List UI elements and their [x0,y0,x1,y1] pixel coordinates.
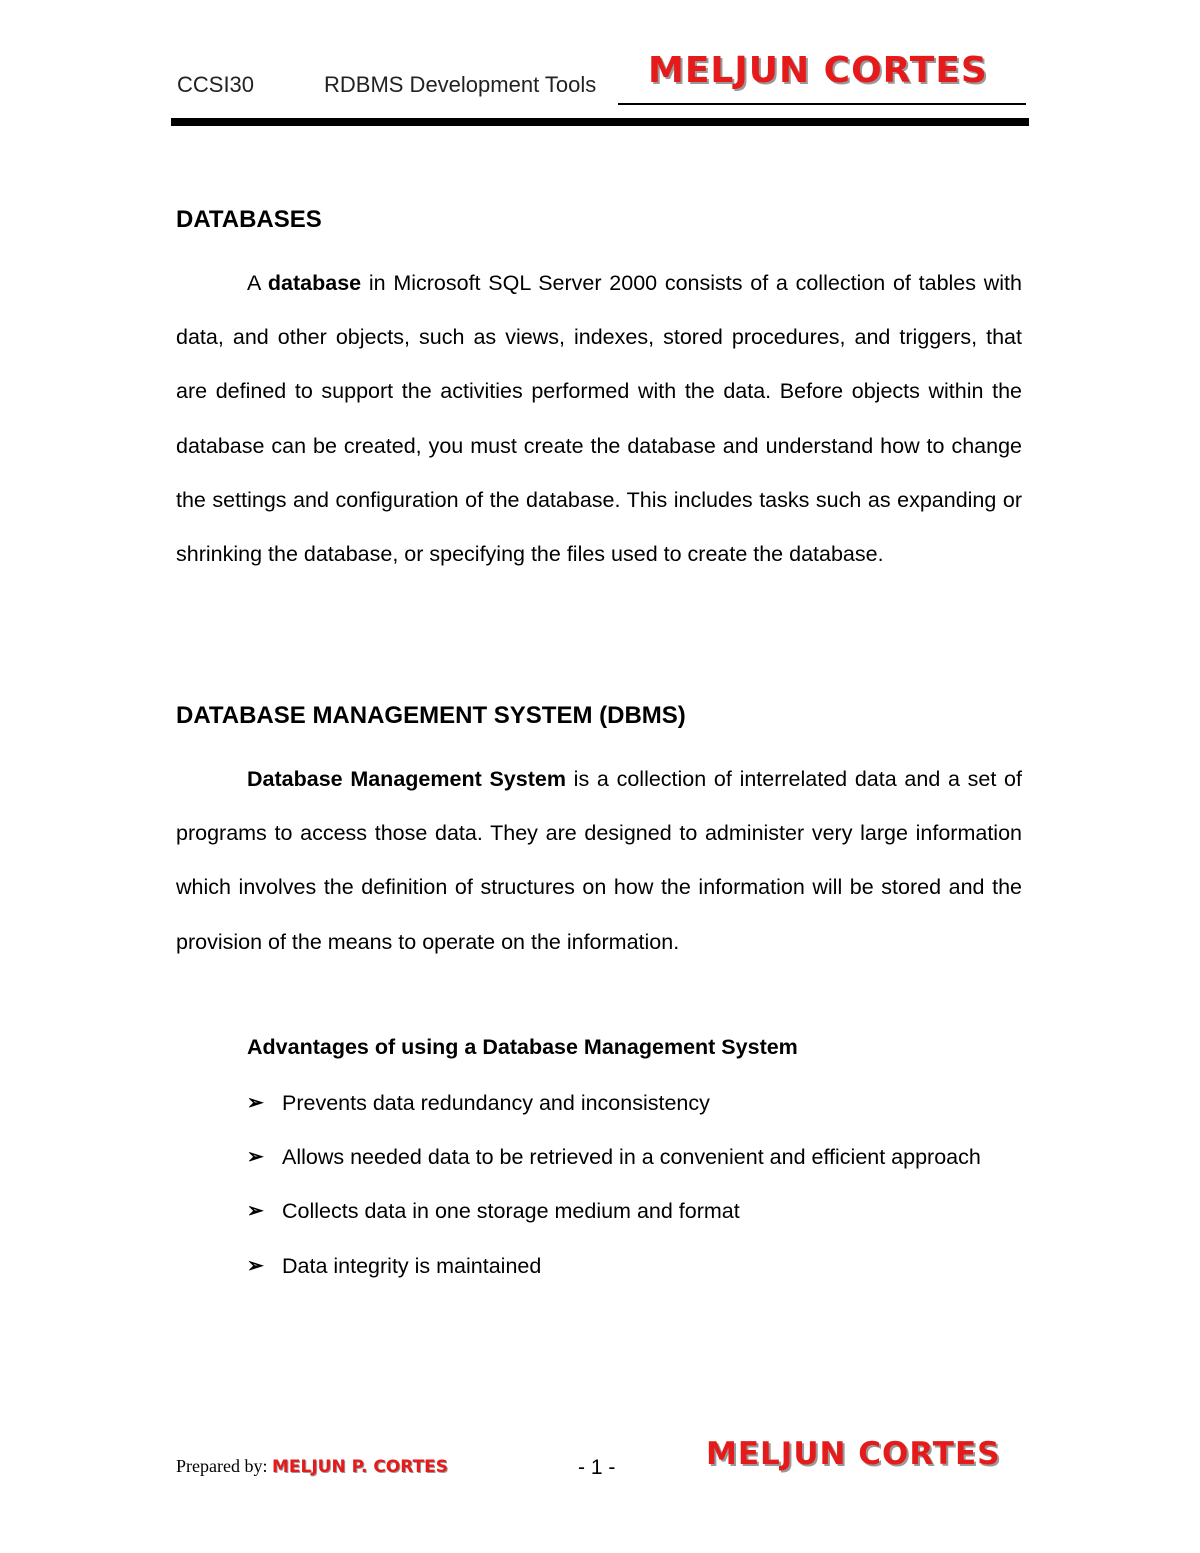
paragraph-databases: A database in Microsoft SQL Server 2000 consists of a collection of tables with data, and other objects, such as views, indexes, stored procedures, and triggers, that are defined to support the activities performed with the data. Before objects within the database can be created, you must create the database and understand how to change the settings and configuration of the database. This includes tasks such as expanding or shrinking the database, or specifying the files used to create the database. [176,271,1022,567]
arrow-bullet-icon: ➢ [247,1146,264,1169]
advantages-list [247,1076,1022,1293]
arrow-bullet-icon: ➢ [247,1200,264,1223]
list-item: ➢ Collects data in one storage medium and format [247,1184,1022,1238]
footer-logo: MELJUN CORTES [706,1436,1001,1472]
term-dbms: Database Management System [247,767,566,791]
list-item: ➢ Prevents data redundancy and inconsistency [247,1076,1022,1130]
section-heading-databases: DATABASES [176,206,322,233]
header-thick-rule [171,118,1029,126]
footer-author-name: MELJUN P. CORTES [271,1457,449,1477]
header-title: RDBMS Development Tools [324,72,597,97]
list-item: ➢ Allows needed data to be retrieved in a convenient and efficient approach [247,1130,1022,1184]
arrow-bullet-icon: ➢ [247,1254,264,1277]
header-logo: MELJUN CORTES [648,50,988,91]
list-item: ➢ Data integrity is maintained [247,1239,1022,1293]
header-course-code: CCSI30 [177,72,255,97]
page-number: - 1 - [578,1456,616,1479]
header-thin-rule [618,103,1026,105]
paragraph-dbms: Database Management System is a collection of interrelated data and a set of programs to access those data. They are designed to administer very large information which involves the definition of structures on how the information will be stored and the provision of the means to operate on the information. [176,767,1022,954]
arrow-bullet-icon: ➢ [247,1092,264,1114]
term-database: database [267,271,362,295]
section-heading-dbms: DATABASE MANAGEMENT SYSTEM (DBMS) [176,702,686,729]
advantages-heading: Advantages of using a Database Management System [247,1035,798,1059]
footer-prepared-by: Prepared by: MELJUN P. CORTES [176,1456,449,1477]
